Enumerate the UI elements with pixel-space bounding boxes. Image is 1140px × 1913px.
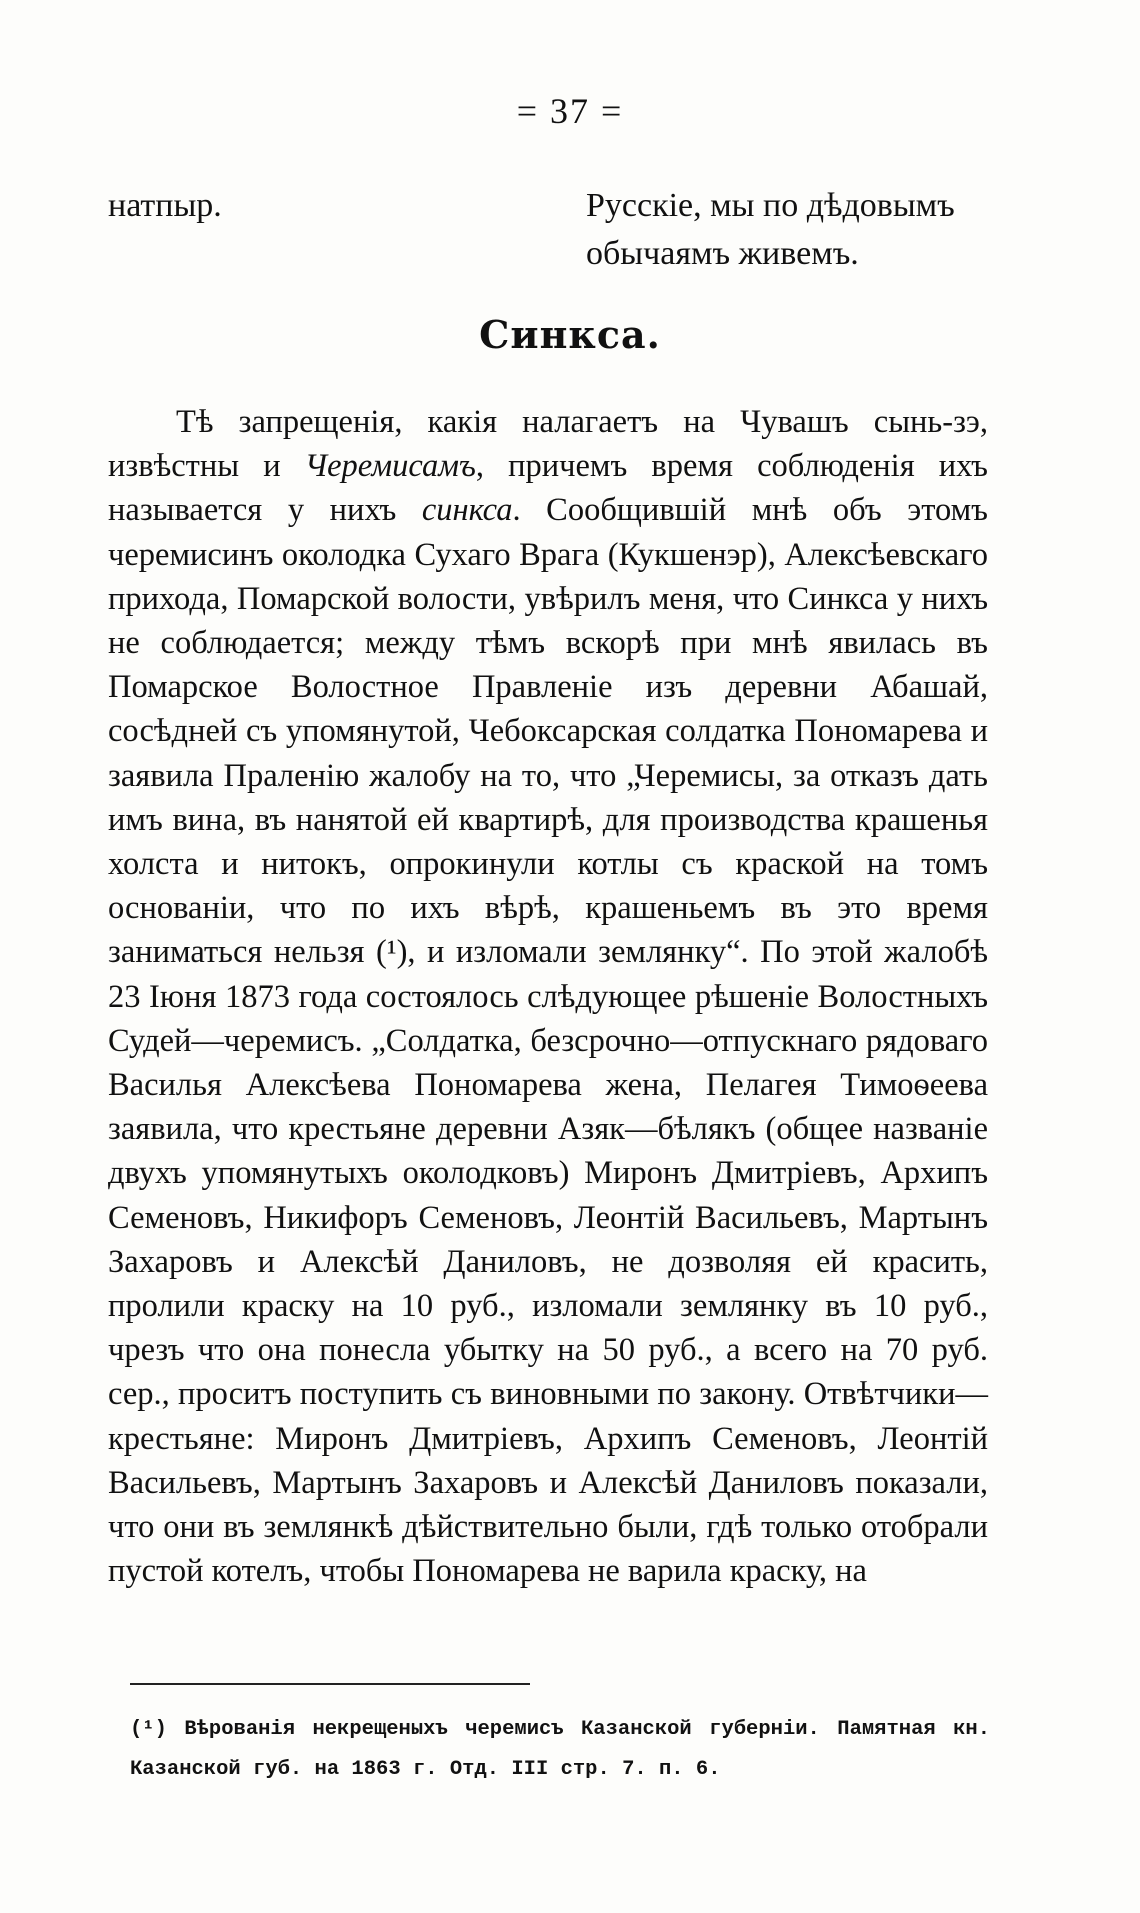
body-text-part-3: . Сообщившій мнѣ объ этомъ черемисинъ околодка Сухаго Врага (Кукшенэр), Алексѣевскаго прихода, Помарской волости, увѣрилъ меня, что Синкса у нихъ не соблюдается; между тѣмъ вскорѣ при мнѣ явилась въ Помарское Волостное Правленіе изъ деревни Абашай, сосѣдней съ упомянутой, Чебоксарская солдатка Пономарева и заявила Праленію жалобу на то, что „Черемисы, за отказъ дать имъ вина, въ нанятой ей квартирѣ, для производства крашенья холста и нитокъ, опрокинули котлы съ краской на томъ основаніи, что по ихъ вѣрѣ, крашеньемъ въ это время заниматься нельзя (¹), и изломали землянку“. По этой жалобѣ 23 Іюня 1873 года состоялось слѣдующее рѣшеніе Волостныхъ Судей—черемисъ. „Солдатка, безсрочно—отпускнаго рядоваго Василья Алексѣева Пономарева жена, Пелагея Тимоѳеева заявила, что крестьяне деревни Азяк—бѣлякъ (общее названіе двухъ упомянутыхъ околодковъ) Миронъ Дмитріевъ, Архипъ Семеновъ, Никифоръ Семеновъ, Леонтій Васильевъ, Мартынъ Захаровъ и Алексѣй Даниловъ, не дозволяя ей красить, пролили краску на 10 руб., изломали землянку въ 10 руб., чрезъ что она понесла убытку на 50 руб., а всего на 70 руб. сер., проситъ поступить съ виновными по закону. Отвѣтчики—крестьяне: Миронъ Дмитріевъ, Архипъ Семеновъ, Леонтій Васильевъ, Мартынъ Захаровъ и Алексѣй Даниловъ показали, что они въ землянкѣ дѣйствительно были, гдѣ только отобрали пустой котелъ, чтобы Пономарева не варила краску, на — [108, 492, 988, 1590]
body-text-part-1: Тѣ запрещенія, какія налагаетъ на Чувашъ сынь-зэ, извѣстны и — [108, 404, 988, 485]
footnote: (¹) Вѣрованія некрещеныхъ черемисъ Казанской губерніи. Памятная кн. Казанской губ. на 1863 г. Отд. III стр. 7. п. 6. — [130, 1718, 990, 1781]
footnote-divider — [130, 1683, 530, 1685]
section-title: Синкса. — [479, 312, 661, 357]
page-number: = 37 = — [516, 91, 624, 131]
body-paragraph — [108, 400, 988, 1593]
body-italic-term-1: Черемисамъ — [304, 448, 476, 485]
body-text-part-2: , причемъ время соблюденія ихъ называется у нихъ — [108, 448, 988, 529]
epigraph-left-word: натпыр. — [108, 187, 222, 224]
body-italic-term-2: синкса — [421, 492, 513, 529]
epigraph-right-text: Русскіе, мы по дѣдовымъ обычаямъ живемъ. — [586, 187, 955, 272]
